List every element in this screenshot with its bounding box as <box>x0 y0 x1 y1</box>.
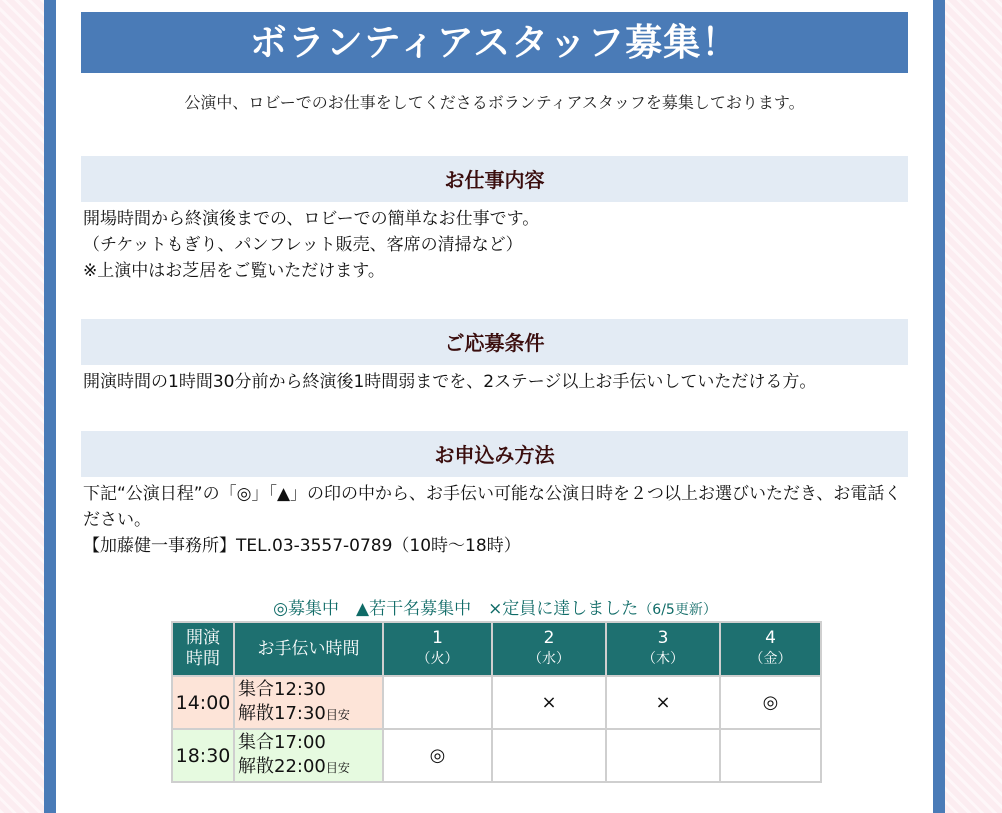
status-cell <box>383 676 492 729</box>
job-line: ※上演中はお芝居をご覧いただけます。 <box>83 261 385 281</box>
apply-line: 下記“公演日程”の「◎」「▲」の印の中から、お手伝い可能な公演日時を２つ以上お選びいただき、お電話ください。 <box>83 484 902 530</box>
requirements-line: 開演時間の1時間30分前から終演後1時間弱までを、2ステージ以上お手伝いしていただける方。 <box>83 372 817 392</box>
section-heading-apply: お申込み方法 <box>81 431 908 477</box>
header-day: 2 （水） <box>492 622 606 676</box>
status-legend <box>171 594 819 619</box>
header-start-time: 開演 時間 <box>172 622 234 676</box>
help-hours-cell: 集合17:00 解散22:00目安 <box>234 729 383 782</box>
intro-text: 公演中、ロビーでのお仕事をしてくださるボランティアスタッフを募集しております。 <box>184 93 805 112</box>
section-heading-requirements: ご応募条件 <box>81 319 908 365</box>
start-time-cell: 18:30 <box>172 729 234 782</box>
table-header-row <box>172 622 821 676</box>
status-cell <box>492 729 606 782</box>
help-hours-cell: 集合12:30 解散17:30目安 <box>234 676 383 729</box>
status-cell: ◎ <box>720 676 821 729</box>
legend-text: ◎募集中 ▲若干名募集中 ×定員に達しました <box>273 599 639 619</box>
table-row <box>172 676 821 729</box>
job-line: （チケットもぎり、パンフレット販売、客席の清掃など） <box>83 235 523 255</box>
apply-contact: 【加藤健一事務所】TEL.03-3557-0789（10時～18時） <box>83 536 521 556</box>
section-body-requirements <box>83 369 913 395</box>
status-cell <box>720 729 821 782</box>
header-help-time: お手伝い時間 <box>234 622 383 676</box>
status-cell: ◎ <box>383 729 492 782</box>
start-time-cell: 14:00 <box>172 676 234 729</box>
page-title: ボランティアスタッフ募集！ <box>81 12 908 73</box>
table-row <box>172 729 821 782</box>
status-cell <box>606 729 720 782</box>
status-cell: × <box>492 676 606 729</box>
header-day: 4 （金） <box>720 622 821 676</box>
section-body-job <box>83 206 913 284</box>
status-cell: × <box>606 676 720 729</box>
header-day: 3 （木） <box>606 622 720 676</box>
section-heading-job: お仕事内容 <box>81 156 908 202</box>
legend-update-date: （6/5更新） <box>638 602 717 618</box>
job-line: 開場時間から終演後までの、ロビーでの簡単なお仕事です。 <box>83 209 540 229</box>
header-day: 1 （火） <box>383 622 492 676</box>
schedule-table <box>171 621 822 783</box>
section-body-apply <box>83 481 913 559</box>
